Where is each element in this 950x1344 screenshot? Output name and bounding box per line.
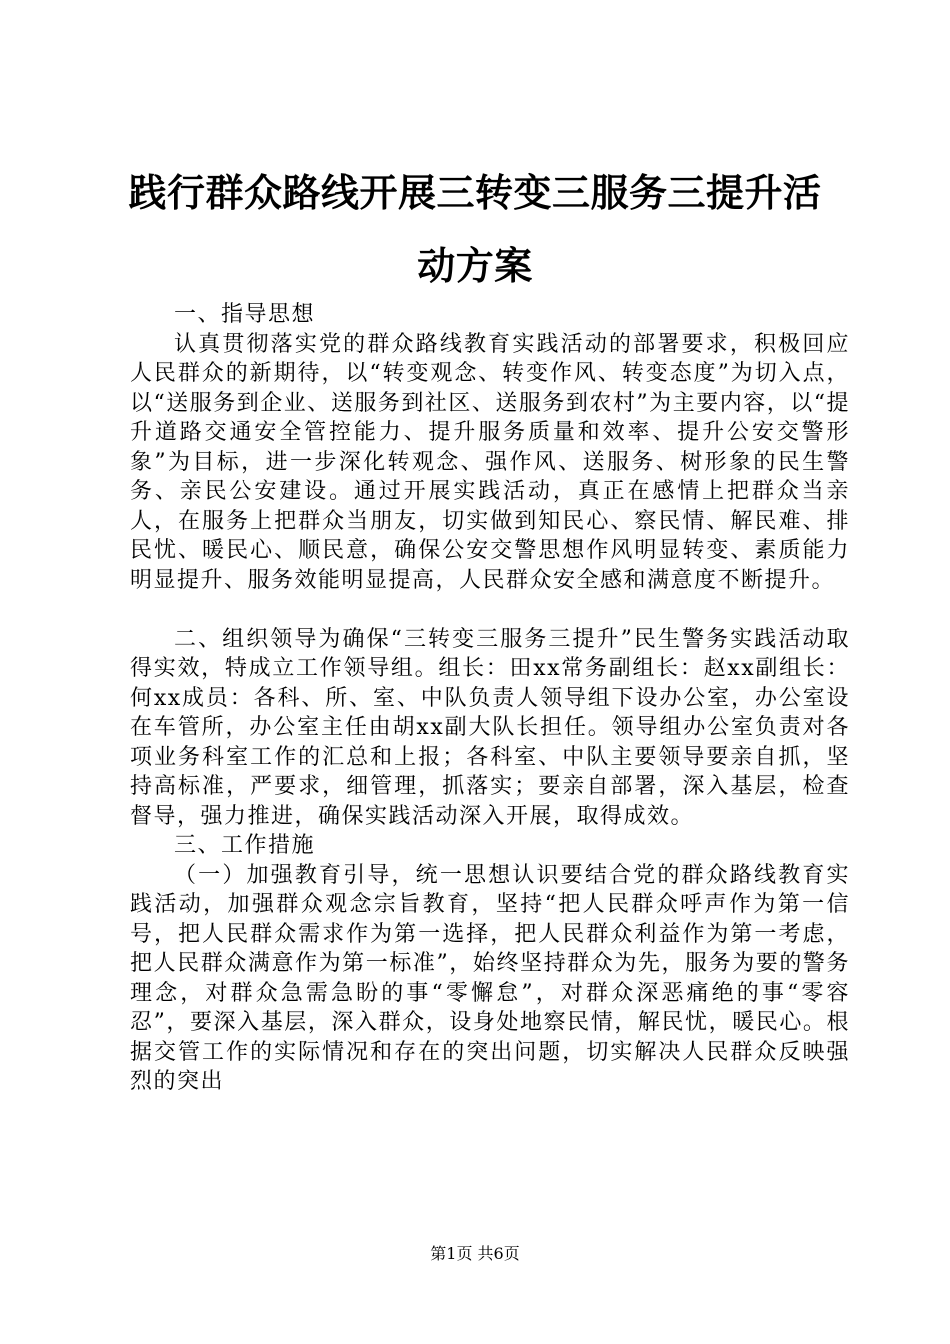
document-body [130, 300, 850, 1097]
section-heading-guiding-ideology: 一、指导思想 [174, 302, 316, 327]
document-title: 践行群众路线开展三转变三服务三提升活动方案 [128, 170, 822, 288]
page-number-footer: 第1页 共6页 [430, 1244, 520, 1263]
section-heading-work-measures: 三、工作措施 [174, 833, 316, 858]
paragraph-guiding-ideology: 认真贯彻落实党的群众路线教育实践活动的部署要求，积极回应人民群众的新期待，以“转变观念、转变作风、转变态度”为切入点，以“送服务到企业、送服务到社区、送服务到农村”为主要内容，以“提升道路交通安全管控能力、提升服务质量和效率、提升公安交警形象”为目标，进一步深化转观念、强作风、送服务、树形象的民生警务、亲民公安建设。通过开展实践活动，真正在感情上把群众当亲人，在服务上把群众当朋友，切实做到知民心、察民情、解民难、排民忧、暖民心、顺民意，确保公安交警思想作风明显转变、素质能力明显提升、服务效能明显提高，人民群众安全感和满意度不断提升。 [130, 331, 850, 593]
paragraph-work-measures-1: （一）加强教育引导，统一思想认识要结合党的群众路线教育实践活动，加强群众观念宗旨教育，坚持“把人民群众呼声作为第一信号，把人民群众需求作为第一选择，把人民群众利益作为第一考虑，把人民群众满意作为第一标准”，始终坚持群众为先，服务为要的警务理念，对群众急需急盼的事“零懈怠”，对群众深恶痛绝的事“零容忍”，要深入基层，深入群众，设身处地察民情，解民忧，暖民心。根据交管工作的实际情况和存在的突出问题，切实解决人民群众反映强烈的突出 [130, 862, 850, 1094]
paragraph-organization-leadership: 二、组织领导为确保“三转变三服务三提升”民生警务实践活动取得实效，特成立工作领导组。组长：田xx常务副组长：赵xx副组长：何xx成员：各科、所、室、中队负责人领导组下设办公室，办公室设在车管所，办公室主任由胡xx副大队长担任。领导组办公室负责对各项业务科室工作的汇总和上报；各科室、中队主要领导要亲自抓，坚持高标准，严要求，细管理，抓落实；要亲自部署，深入基层，检查督导，强力推进，确保实践活动深入开展，取得成效。 [130, 626, 850, 829]
